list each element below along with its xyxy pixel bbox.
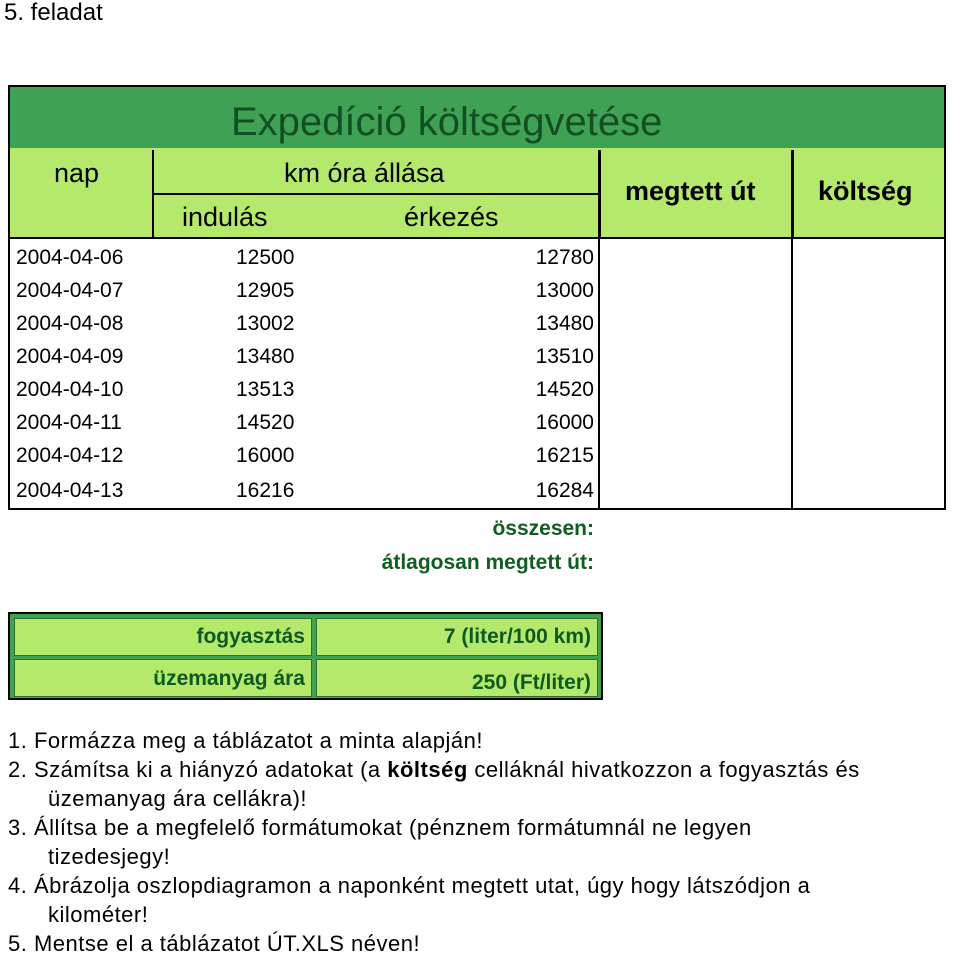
uzemanyag-ar-label: üzemanyag ára (14, 659, 312, 697)
header-megtett-ut: megtett út (625, 176, 756, 206)
uzemanyag-ar-value[interactable]: 250 (Ft/liter) (316, 659, 598, 697)
header-divider (791, 150, 794, 239)
cell-date[interactable]: 2004-04-08 (16, 312, 124, 335)
instruction-3-cont: tizedesjegy! (48, 844, 171, 869)
cell-date[interactable]: 2004-04-13 (16, 479, 124, 502)
instruction-4: 4. Ábrázolja oszlopdiagramon a naponként megtett utat, úgy hogy látszódjon a (8, 873, 811, 898)
header-indulas: indulás (182, 202, 268, 232)
data-table (8, 239, 946, 510)
cell-end[interactable]: 13510 (535, 345, 594, 368)
cell-start[interactable]: 12905 (236, 279, 295, 302)
cell-date[interactable]: 2004-04-11 (16, 411, 122, 434)
instruction-2-cont: üzemanyag ára cellákra)! (48, 786, 308, 811)
instruction-5: 5. Mentse el a táblázatot ÚT.XLS néven! (8, 931, 421, 956)
cell-date[interactable]: 2004-04-10 (16, 378, 124, 401)
cell-start[interactable]: 14520 (236, 411, 295, 434)
cell-end[interactable]: 12780 (535, 246, 594, 269)
cell-start[interactable]: 13513 (236, 378, 295, 401)
instruction-1: 1. Formázza meg a táblázatot a minta alapján! (8, 728, 483, 753)
header-koltseg: költség (818, 176, 913, 206)
cell-end[interactable]: 16000 (535, 411, 594, 434)
header-divider (598, 150, 601, 239)
cell-date[interactable]: 2004-04-12 (16, 444, 124, 467)
fogyasztas-value[interactable]: 7 (liter/100 km) (316, 618, 598, 656)
grid-divider (598, 239, 600, 510)
page-heading: 5. feladat (4, 0, 103, 26)
cell-start[interactable]: 13480 (236, 345, 295, 368)
cell-date[interactable]: 2004-04-06 (16, 246, 124, 269)
cell-end[interactable]: 13480 (535, 312, 594, 335)
average-label: átlagosan megtett út: (381, 551, 594, 574)
header-subdivider (154, 193, 598, 195)
instruction-2 (8, 755, 958, 784)
cell-end[interactable]: 16215 (535, 444, 594, 467)
cell-start[interactable]: 13002 (236, 312, 295, 335)
instruction-3: 3. Állítsa be a megfelelő formátumokat (pénznem formátumnál ne legyen (8, 815, 752, 840)
cell-start[interactable]: 12500 (236, 246, 295, 269)
instruction-2-text: celláknál hivatkozzon a fogyasztás és (467, 757, 860, 782)
cell-date[interactable]: 2004-04-07 (16, 279, 124, 302)
cell-end[interactable]: 13000 (535, 279, 594, 302)
sum-label: összesen: (492, 517, 594, 540)
instruction-2-bold: költség (387, 757, 468, 782)
grid-divider (791, 239, 793, 510)
cell-date[interactable]: 2004-04-09 (16, 345, 124, 368)
cell-end[interactable]: 16284 (535, 479, 594, 502)
header-nap: nap (54, 158, 100, 188)
cell-end[interactable]: 14520 (535, 378, 594, 401)
cell-start[interactable]: 16000 (236, 444, 295, 467)
instructions (8, 726, 958, 958)
fogyasztas-label: fogyasztás (14, 618, 312, 656)
header-erkezes: érkezés (404, 202, 499, 232)
instruction-2-text: 2. Számítsa ki a hiányzó adatokat (a (8, 757, 388, 782)
cell-start[interactable]: 16216 (236, 479, 295, 502)
header-km-ora: km óra állása (284, 158, 445, 188)
table-title: Expedíció költségvetése (231, 100, 663, 144)
instruction-4-cont: kilométer! (48, 902, 149, 927)
